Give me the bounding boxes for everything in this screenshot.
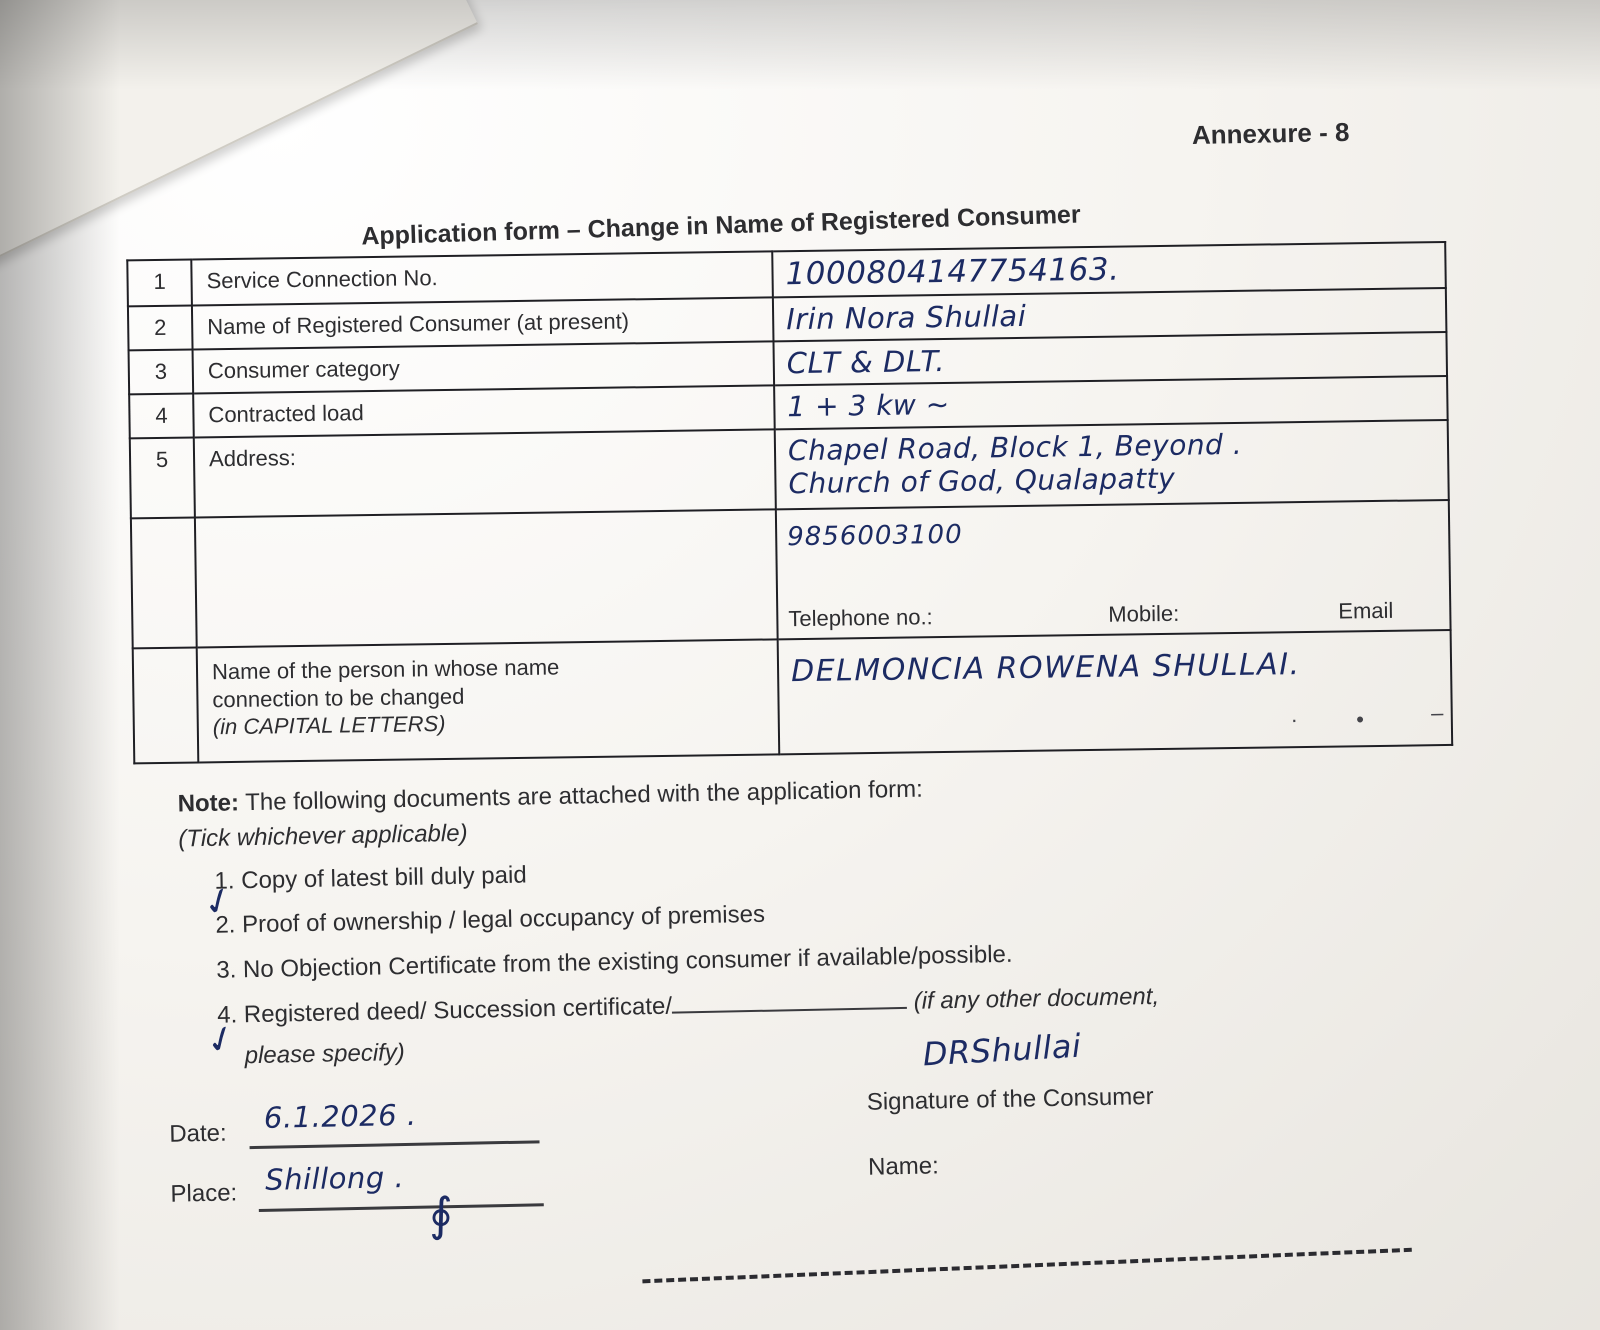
- place-value: Shillong .: [264, 1160, 405, 1197]
- row-number: 3: [129, 349, 194, 394]
- signature-flourish: ∮: [428, 1187, 454, 1242]
- email-label: Email: [1338, 597, 1394, 624]
- list-item: [244, 973, 1483, 1073]
- row-value-contracted-load: 1 + 3 kw ~: [774, 376, 1448, 429]
- row-label-registered-consumer: Name of Registered Consumer (at present): [192, 297, 774, 349]
- row-label-new-name: [197, 639, 780, 762]
- new-name-label-line-1: Name of the person in whose name: [211, 654, 560, 685]
- stray-mark: .: [1290, 702, 1298, 728]
- table-row-contact: [131, 500, 1451, 648]
- date-value: 6.1.2026 .: [263, 1097, 417, 1135]
- application-table: [126, 241, 1453, 764]
- note-subheading: (Tick whichever applicable): [178, 819, 468, 853]
- place-label: Place:: [170, 1179, 238, 1208]
- stray-mark: •: [1355, 706, 1365, 732]
- empty-cell: [195, 509, 778, 647]
- row-label-service-connection: Service Connection No.: [191, 251, 773, 305]
- list-item-continued: please specify): [244, 1038, 406, 1070]
- handwritten-phone-number: 9856003100: [787, 519, 963, 553]
- document-list: [179, 839, 1483, 1075]
- stray-mark: –: [1430, 700, 1444, 726]
- row-value-registered-consumer: Irin Nora Shullai: [773, 288, 1447, 341]
- list-item: 1. Copy of latest bill duly paid: [241, 839, 1479, 899]
- list-item: 3. No Objection Certificate from the existing consumer if available/possible.: [243, 929, 1481, 989]
- new-name-label-line-2: connection to be changed: [212, 683, 465, 712]
- row-number: 2: [128, 306, 193, 351]
- place-underline: [259, 1203, 544, 1212]
- row-label-address: Address:: [194, 429, 776, 517]
- tick-mark-icon: ✓: [199, 1015, 243, 1065]
- row-number: 5: [130, 437, 195, 518]
- empty-cell: [131, 517, 197, 648]
- row-number: 1: [127, 260, 192, 307]
- new-name-label-line-3: (in CAPITAL LETTERS): [212, 711, 446, 740]
- note-section: [177, 761, 1483, 1085]
- name-label: Name:: [867, 1152, 940, 1181]
- row-number: 4: [129, 393, 194, 438]
- annexure-label: Annexure - 8: [1191, 116, 1350, 151]
- consumer-signature: DRShullai: [921, 1026, 1083, 1074]
- address-line-1: Chapel Road, Block 1, Beyond .: [787, 427, 1243, 468]
- service-connection-number-b: 754163.: [987, 251, 1120, 290]
- list-item-text: Registered deed/ Succession certificate/: [243, 992, 673, 1029]
- empty-cell: [133, 647, 199, 763]
- fill-in-blank: [672, 987, 907, 1014]
- row-label-contracted-load: Contracted load: [193, 385, 775, 437]
- row-value-address: [775, 420, 1449, 509]
- address-line-2: Church of God, Qualapatty: [788, 461, 1176, 501]
- row-value-new-name: DELMONCIA ROWENA SHULLAI.: [778, 630, 1453, 754]
- tick-mark-icon: ✓: [197, 877, 240, 927]
- row-label-consumer-category: Consumer category: [193, 341, 775, 393]
- date-label: Date:: [169, 1119, 227, 1148]
- row-value-consumer-category: CLT & DLT.: [773, 332, 1447, 385]
- contact-cell: [776, 500, 1451, 639]
- note-heading-rest: The following documents are attached with the application form:: [238, 775, 924, 817]
- service-connection-number-a: 1000804147: [785, 253, 989, 293]
- list-item: 2. Proof of ownership / legal occupancy of premises: [242, 884, 1480, 944]
- form-title: Application form – Change in Name of Registered Consumer: [360, 200, 1081, 251]
- date-underline: [250, 1140, 540, 1149]
- signature-label: Signature of the Consumer: [866, 1082, 1154, 1116]
- list-item-suffix: (if any other document,: [913, 982, 1160, 1015]
- mobile-label: Mobile:: [1108, 600, 1180, 627]
- table-row-new-name: [133, 630, 1452, 763]
- dashed-divider: [642, 1248, 1412, 1284]
- note-heading-bold: Note:: [177, 789, 240, 818]
- telephone-label: Telephone no.:: [788, 604, 933, 632]
